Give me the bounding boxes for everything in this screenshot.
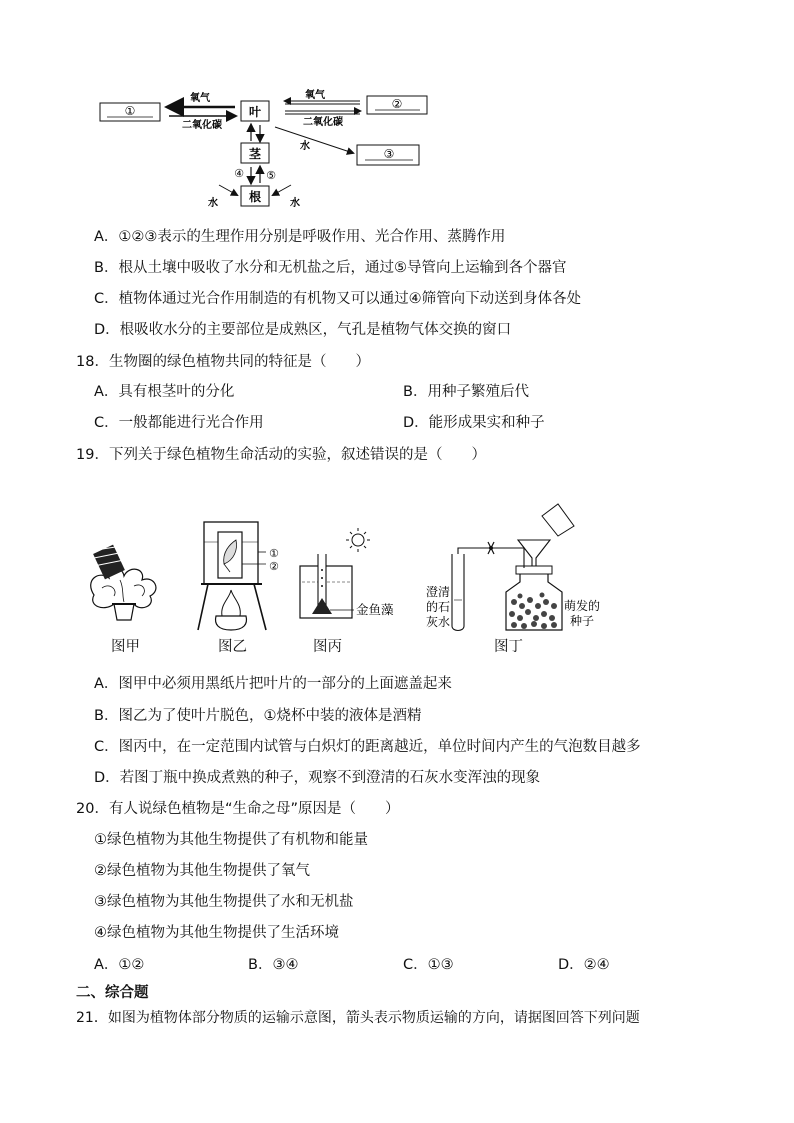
fig-yi-label: 图乙: [218, 639, 247, 655]
water-right-label: 水: [300, 141, 310, 152]
q18-option-b: B．用种子繁殖后代: [403, 384, 529, 400]
fig-bing-label: 图丙: [313, 639, 342, 655]
q17-option-b: B．根从土壤中吸收了水分和无机盐之后，通过⑤导管向上运输到各个器官: [94, 260, 567, 276]
section-title: 二、综合题: [76, 985, 149, 1001]
seeds-label-1: 萌发的: [564, 599, 601, 613]
box-1-label: ①: [124, 104, 136, 118]
q20-statement-4: ④绿色植物为其他生物提供了生活环境: [94, 925, 339, 941]
goldfish-weed-setup-icon: [300, 554, 354, 618]
goldfish-weed-label: 金鱼藻: [356, 602, 394, 617]
seeds-label-2: 种子: [570, 614, 595, 628]
oxygen-left-label: 氧气: [190, 93, 210, 104]
co2-left-label: 二氧化碳: [182, 120, 222, 131]
q20-option-c: C．①③: [403, 957, 454, 973]
q17-option-d: D．根吸收水分的主要部位是成熟区，气孔是植物气体交换的窗口: [94, 322, 512, 338]
q19-option-a: A．图甲中必须用黑纸片把叶片的一部分的上面遮盖起来: [94, 676, 452, 692]
q20-statement-3: ③绿色植物为其他生物提供了水和无机盐: [94, 894, 354, 910]
q17-option-c: C．植物体通过光合作用制造的有机物又可以通过④筛管向下动送到身体各处: [94, 291, 582, 307]
box-3-label: ③: [383, 147, 395, 161]
q17-option-a: A．①②③表示的生理作用分别是呼吸作用、光合作用、蒸腾作用: [94, 229, 506, 245]
limewater-label-2: 的石: [426, 600, 451, 614]
figure-ding: [424, 500, 604, 635]
stem-label: 茎: [248, 147, 262, 161]
q18-option-a: A．具有根茎叶的分化: [94, 384, 235, 400]
water-root-left-label: 水: [208, 198, 218, 209]
q18-option-c: C．一般都能进行光合作用: [94, 415, 264, 431]
q20-statement-1: ①绿色植物为其他生物提供了有机物和能量: [94, 832, 368, 848]
water-root-right-label: 水: [290, 198, 300, 209]
box-2-label: ②: [391, 97, 403, 111]
beaker-label-1: ①: [269, 547, 279, 560]
oxygen-right-label: 氧气: [305, 90, 325, 101]
q18-option-d: D．能形成果实和种子: [403, 415, 545, 431]
limewater-label-3: 灰水: [426, 615, 451, 629]
leaf-label: 叶: [248, 105, 262, 119]
q21-stem: 21．如图为植物体部分物质的运输示意图，箭头表示物质运输的方向，请据图回答下列问题: [76, 1010, 640, 1026]
arrow-4-label: ④: [234, 167, 244, 180]
figure-jia: [84, 540, 164, 625]
sun-icon: [346, 528, 370, 552]
q20-option-b: B．③④: [248, 957, 299, 973]
fig-jia-label: 图甲: [111, 639, 140, 655]
q20-option-d: D．②④: [558, 957, 610, 973]
q20-statement-2: ②绿色植物为其他生物提供了氧气: [94, 863, 310, 879]
root-label: 根: [248, 190, 262, 204]
arrow-5-label: ⑤: [266, 169, 276, 182]
limewater-label-1: 澄清: [426, 585, 451, 599]
q19-option-c: C．图丙中，在一定范围内试管与白炽灯的距离越近，单位时间内产生的气泡数目越多: [94, 739, 641, 755]
q20-option-a: A．①②: [94, 957, 145, 973]
potted-plant-icon: [91, 545, 156, 620]
q20-stem: 20．有人说绿色植物是“生命之母”原因是（ ）: [76, 801, 400, 817]
figure-bing: [296, 524, 408, 632]
fig-ding-label: 图丁: [494, 639, 523, 655]
water-bath-icon: [198, 522, 266, 630]
q19-option-b: B．图乙为了使叶片脱色，①烧杯中装的液体是酒精: [94, 708, 422, 724]
beaker-label-2: ②: [269, 560, 279, 573]
co2-right-label: 二氧化碳: [303, 117, 343, 128]
q19-option-d: D．若图丁瓶中换成煮熟的种子，观察不到澄清的石灰水变浑浊的现象: [94, 770, 541, 786]
q19-stem: 19．下列关于绿色植物生命活动的实验，叙述错误的是（ ）: [76, 447, 486, 463]
germinating-seeds-setup-icon: [452, 504, 574, 631]
figure-yi: [196, 520, 286, 635]
plant-transport-diagram: [95, 85, 435, 215]
q18-stem: 18．生物圈的绿色植物共同的特征是（ ）: [76, 354, 370, 370]
